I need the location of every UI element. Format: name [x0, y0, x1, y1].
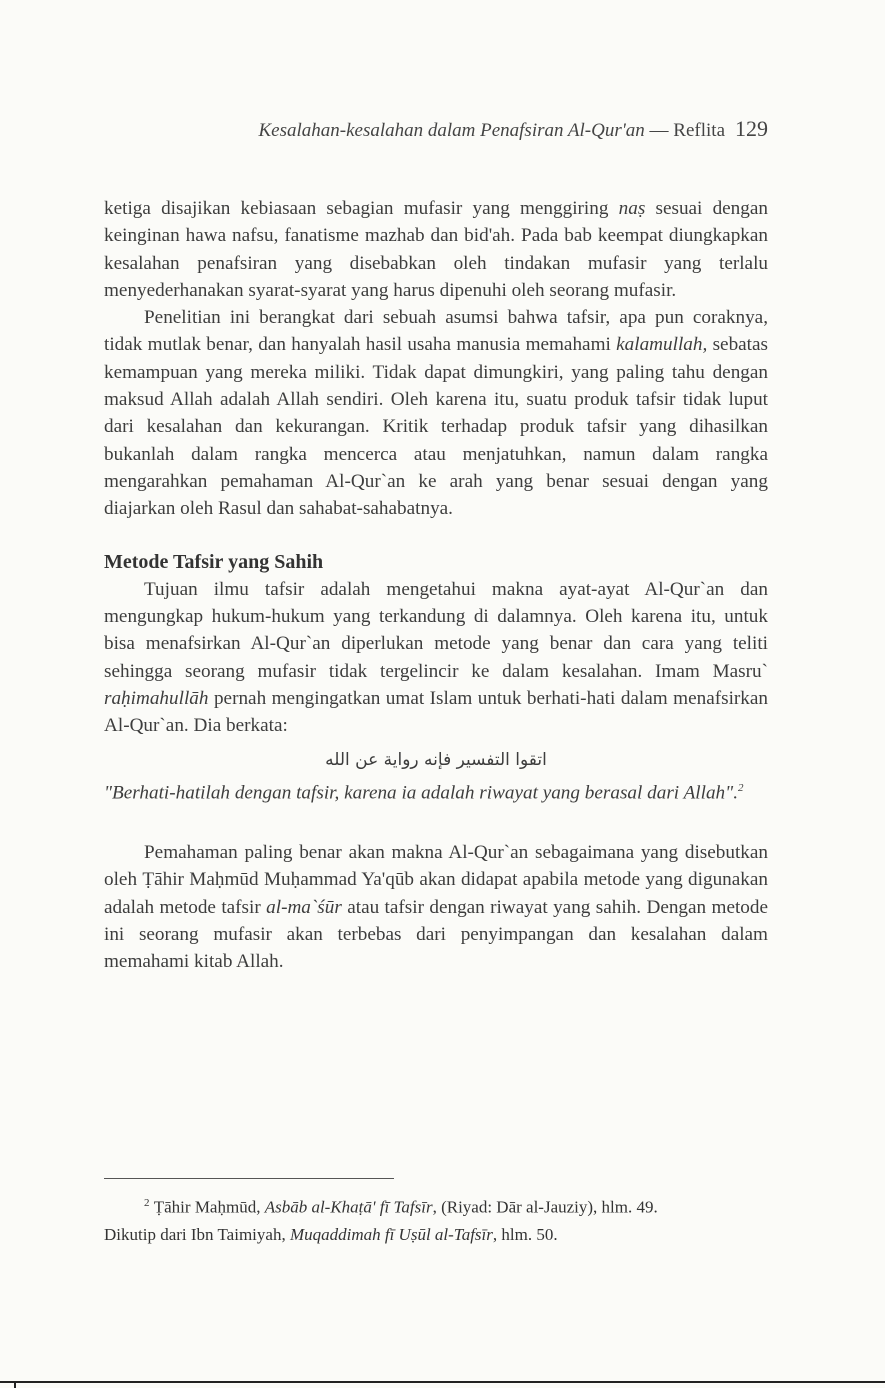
arabic-quote: اتقوا التفسير فإنه رواية عن الله [325, 749, 547, 770]
running-header [228, 116, 768, 142]
footnote-line-1 [104, 1190, 768, 1221]
paragraph-2-text-c: sebatas kemampuan yang mereka miliki. Tidak dapat dimungkiri, yang paling tahu dengan maksud Allah adalah Allah sendiri. Oleh karena itu, suatu produk tafsir tidak luput dari kesalahan dan kekurangan. Kritik terhadap produk tafsir yang dihasilkan bukanlah dalam rangka mencerca atau menjatuhkan, namun dalam rangka mengarahkan pemahaman Al-Qur`an ke arah yang benar sesuai dengan yang diajarkan oleh Rasul dan sahabat-sahabatnya. [104, 334, 768, 520]
paragraph-2-text-a: Penelitian ini berangkat dari sebuah asumsi bahwa tafsir, apa pun coraknya, tidak mutlak benar, dan hanyalah hasil usaha manusia memahami [104, 307, 768, 356]
paragraph-1-italic: naṣ [618, 198, 646, 219]
footnote-line-2 [104, 1221, 768, 1248]
footnote-reference: 2 [738, 781, 744, 794]
paragraph-3 [104, 576, 768, 740]
header-author: Reflita [673, 120, 725, 141]
paragraph-4-text-a: Pemahaman paling benar akan makna Al-Qur`an sebagaimana yang disebutkan oleh Ṭāhir Maḥmūd Muḥammad Ya'qūb akan didapat apabila metode yang digunakan adalah metode tafsir [104, 842, 768, 918]
header-dash: — [644, 120, 674, 141]
quote-translation-text: "Berhati-hatilah dengan tafsir, karena ia adalah riwayat yang berasal dari Allah". [104, 782, 739, 804]
footnote-mark: 2 [144, 1197, 150, 1209]
page-number: 129 [735, 116, 768, 141]
footnote-divider [104, 1178, 394, 1179]
page-edge-tick [14, 1383, 16, 1388]
paragraph-1 [104, 195, 768, 304]
paragraph-3-text-a: Tujuan ilmu tafsir adalah mengetahui makna ayat-ayat Al-Qur`an dan mengungkap hukum-hukum yang terkandung di dalamnya. Oleh karena itu, untuk bisa menafsirkan Al-Qur`an diperlukan metode yang benar dan cara yang teliti sehingga seorang mufasir tidak tergelincir ke dalam kesalahan. Imam Masru` [104, 578, 768, 682]
paragraph-3-text-c: pernah mengingatkan umat Islam untuk berhati-hati dalam menafsirkan Al-Qur`an. Dia berkata: [104, 688, 768, 737]
footnote-citation-prefix: Dikutip dari Ibn Taimiyah, [104, 1224, 290, 1244]
paragraph-4 [104, 839, 768, 975]
paragraph-1-text-c: sesuai dengan keinginan hawa nafsu, fanatisme mazhab dan bid'ah. Pada bab keempat diungkapkan kesalahan penafsiran yang disebabkan oleh tindakan mufasir yang terlalu menyederhanakan syarat-syarat yang harus dipenuhi oleh seorang mufasir. [104, 198, 768, 301]
paragraph-4-text-c: atau tafsir dengan riwayat yang sahih. Dengan metode ini seorang mufasir akan terbebas dari penyimpangan dan kesalahan dalam memahami kitab Allah. [104, 896, 768, 973]
paragraph-3-italic: raḥimahullāh [104, 688, 209, 710]
paragraph-1-text-a: ketiga disajikan kebiasaan sebagian mufasir yang menggiring [104, 198, 619, 219]
quote-translation [104, 776, 768, 805]
footnote [104, 1190, 768, 1248]
body-text [104, 195, 768, 976]
header-title: Kesalahan-kesalahan dalam Penafsiran Al-Qur'an [258, 120, 645, 141]
footnote-book-1: Asbāb al-Khaṭā' fī Tafsīr [264, 1197, 433, 1217]
section-heading: Metode Tafsir yang Sahih [104, 550, 324, 573]
paragraph-2-italic: kalamullah, [616, 334, 708, 356]
footnote-author: Ṭāhir Maḥmūd, [149, 1197, 265, 1217]
footnote-citation-suffix: , hlm. 50. [492, 1224, 558, 1244]
footnote-book-2: Muqaddimah fī Uṣūl al-Tafsīr [289, 1224, 493, 1244]
page-edge-line [0, 1381, 885, 1383]
footnote-publisher: , (Riyad: Dār al-Jauziy), hlm. 49. [432, 1197, 658, 1217]
paragraph-2 [104, 304, 768, 522]
paragraph-4-italic: al-ma`śūr [266, 896, 342, 918]
